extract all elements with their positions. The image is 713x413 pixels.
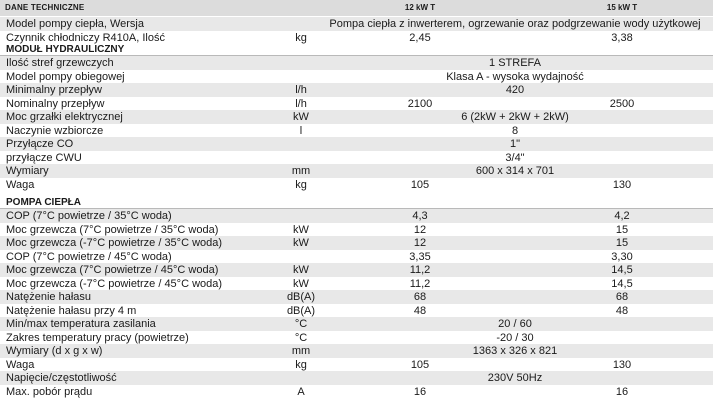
table-row [0,317,713,331]
row-value-12kw: 2100 [407,97,433,110]
row-value-15kw: 3,30 [611,250,633,263]
row-label: Min/max temperatura zasilania [6,318,156,330]
row-unit: A [297,385,305,398]
table-row [0,209,713,223]
row-label: Natężenie hałasu [6,291,92,303]
row-label: Moc grzewcza (7°C powietrze / 35°C woda) [6,223,219,236]
row-value-12kw: 12 [413,237,427,249]
row-value-shared: 1 STREFA [489,57,541,69]
row-value-15kw: 15 [615,237,629,249]
row-label: Napięcie/częstotliwość [6,372,117,384]
row-label: Natężenie hałasu przy 4 m [6,304,137,317]
row-label: Moc grzewcza (-7°C powietrze / 45°C woda) [6,277,223,290]
table-row [0,263,713,277]
row-label: przyłącze CWU [6,151,82,164]
row-unit: mm [291,345,311,357]
table-row [0,17,713,31]
row-value-12kw: 48 [413,304,427,317]
section-title: POMPA CIEPŁA [6,197,82,208]
row-unit: kW [293,277,309,290]
row-value-shared: 6 (2kW + 2kW + 2kW) [461,111,569,123]
row-unit: mm [291,165,311,177]
row-value-shared: 3/4" [505,151,525,164]
row-value-12kw: 2,45 [409,31,431,44]
row-value-shared: Pompa ciepła z inwerterem, ogrzewanie oraz podgrzewanie wody użytkowej [329,18,701,30]
row-label: Moc grzałki elektrycznej [6,111,123,123]
row-value-12kw: 16 [413,385,427,398]
table-row [0,344,713,358]
row-value-shared: 420 [505,84,525,96]
row-label: Wymiary [6,165,49,177]
table-title: DANE TECHNICZNE [5,3,85,12]
table-row [0,277,713,291]
table-row [0,70,713,84]
row-unit: kW [293,111,309,123]
row-label: Przyłącze CO [6,138,74,150]
table-row [0,83,713,97]
row-label: Ilość stref grzewczych [6,57,114,69]
row-unit: dB(A) [286,304,316,317]
table-row [0,223,713,237]
row-unit: °C [294,331,308,344]
row-value-shared: -20 / 30 [496,331,534,344]
row-value-12kw: 4,3 [412,210,428,222]
row-unit: °C [294,318,308,330]
row-value-shared: 20 / 60 [498,318,532,330]
row-label: Nominalny przepływ [6,97,105,110]
row-value-12kw: 105 [410,358,430,371]
row-label: COP (7°C powietrze / 45°C woda) [6,250,172,263]
table-row [0,178,713,192]
row-value-15kw: 130 [612,358,632,371]
row-label: Moc grzewcza (7°C powietrze / 45°C woda) [6,264,219,276]
row-unit: kW [293,237,309,249]
table-row [0,137,713,151]
row-value-shared: 1" [509,138,521,150]
row-label: Max. pobór prądu [6,385,93,398]
row-unit: l/h [295,84,307,96]
row-unit: dB(A) [286,291,316,303]
row-value-15kw: 14,5 [611,277,633,290]
table-row [0,31,713,45]
row-unit: l [299,124,303,137]
table-row [0,236,713,250]
row-value-15kw: 48 [615,304,629,317]
row-label: Czynnik chłodniczy R410A, Ilość [6,31,165,44]
row-value-15kw: 68 [615,291,629,303]
row-value-12kw: 11,2 [409,277,431,290]
row-value-15kw: 15 [615,223,629,236]
row-unit: kg [295,178,307,191]
row-label: Model pompy obiegowej [6,70,125,83]
row-value-15kw: 4,2 [614,210,630,222]
row-value-shared: Klasa A - wysoka wydajność [446,70,584,83]
row-value-12kw: 68 [413,291,427,303]
table-row [0,385,713,399]
row-value-15kw: 3,38 [611,31,633,44]
table-row [0,151,713,165]
row-label: COP (7°C powietrze / 35°C woda) [6,210,172,222]
table-row [0,358,713,372]
row-unit: kg [295,358,307,371]
column-header-12kw: 12 kW T [404,3,436,12]
table-row [0,371,713,385]
table-row [0,124,713,138]
row-value-12kw: 105 [410,178,430,191]
row-value-shared: 8 [511,124,519,137]
row-unit: kW [293,264,309,276]
row-label: Model pompy ciepła, Wersja [6,18,144,30]
table-row [0,164,713,178]
table-row [0,250,713,264]
row-value-shared: 600 x 314 x 701 [475,165,555,177]
row-value-15kw: 130 [612,178,632,191]
row-unit: l/h [295,97,307,110]
row-label: Minimalny przepływ [6,84,102,96]
row-unit: kg [295,31,307,44]
table-header [0,0,713,16]
table-row [0,304,713,318]
row-unit: kW [293,223,309,236]
section-title: MODUŁ HYDRAULICZNY [6,44,125,55]
row-label: Moc grzewcza (-7°C powietrze / 35°C woda) [6,237,223,249]
row-value-15kw: 16 [615,385,629,398]
row-label: Wymiary (d x g x w) [6,345,103,357]
row-value-12kw: 12 [413,223,427,236]
table-row [0,110,713,124]
table-row [0,97,713,111]
row-value-shared: 1363 x 326 x 821 [472,345,558,357]
row-value-12kw: 3,35 [409,250,431,263]
column-header-15kw: 15 kW T [606,3,638,12]
row-label: Naczynie wzbiorcze [6,124,104,137]
row-value-15kw: 14,5 [611,264,633,276]
table-row [0,56,713,70]
row-value-shared: 230V 50Hz [487,372,543,384]
row-label: Zakres temperatury pracy (powietrze) [6,331,189,344]
table-row [0,290,713,304]
row-value-12kw: 11,2 [409,264,431,276]
row-label: Waga [6,178,35,191]
row-label: Waga [6,358,35,371]
table-row [0,331,713,345]
row-value-15kw: 2500 [609,97,635,110]
